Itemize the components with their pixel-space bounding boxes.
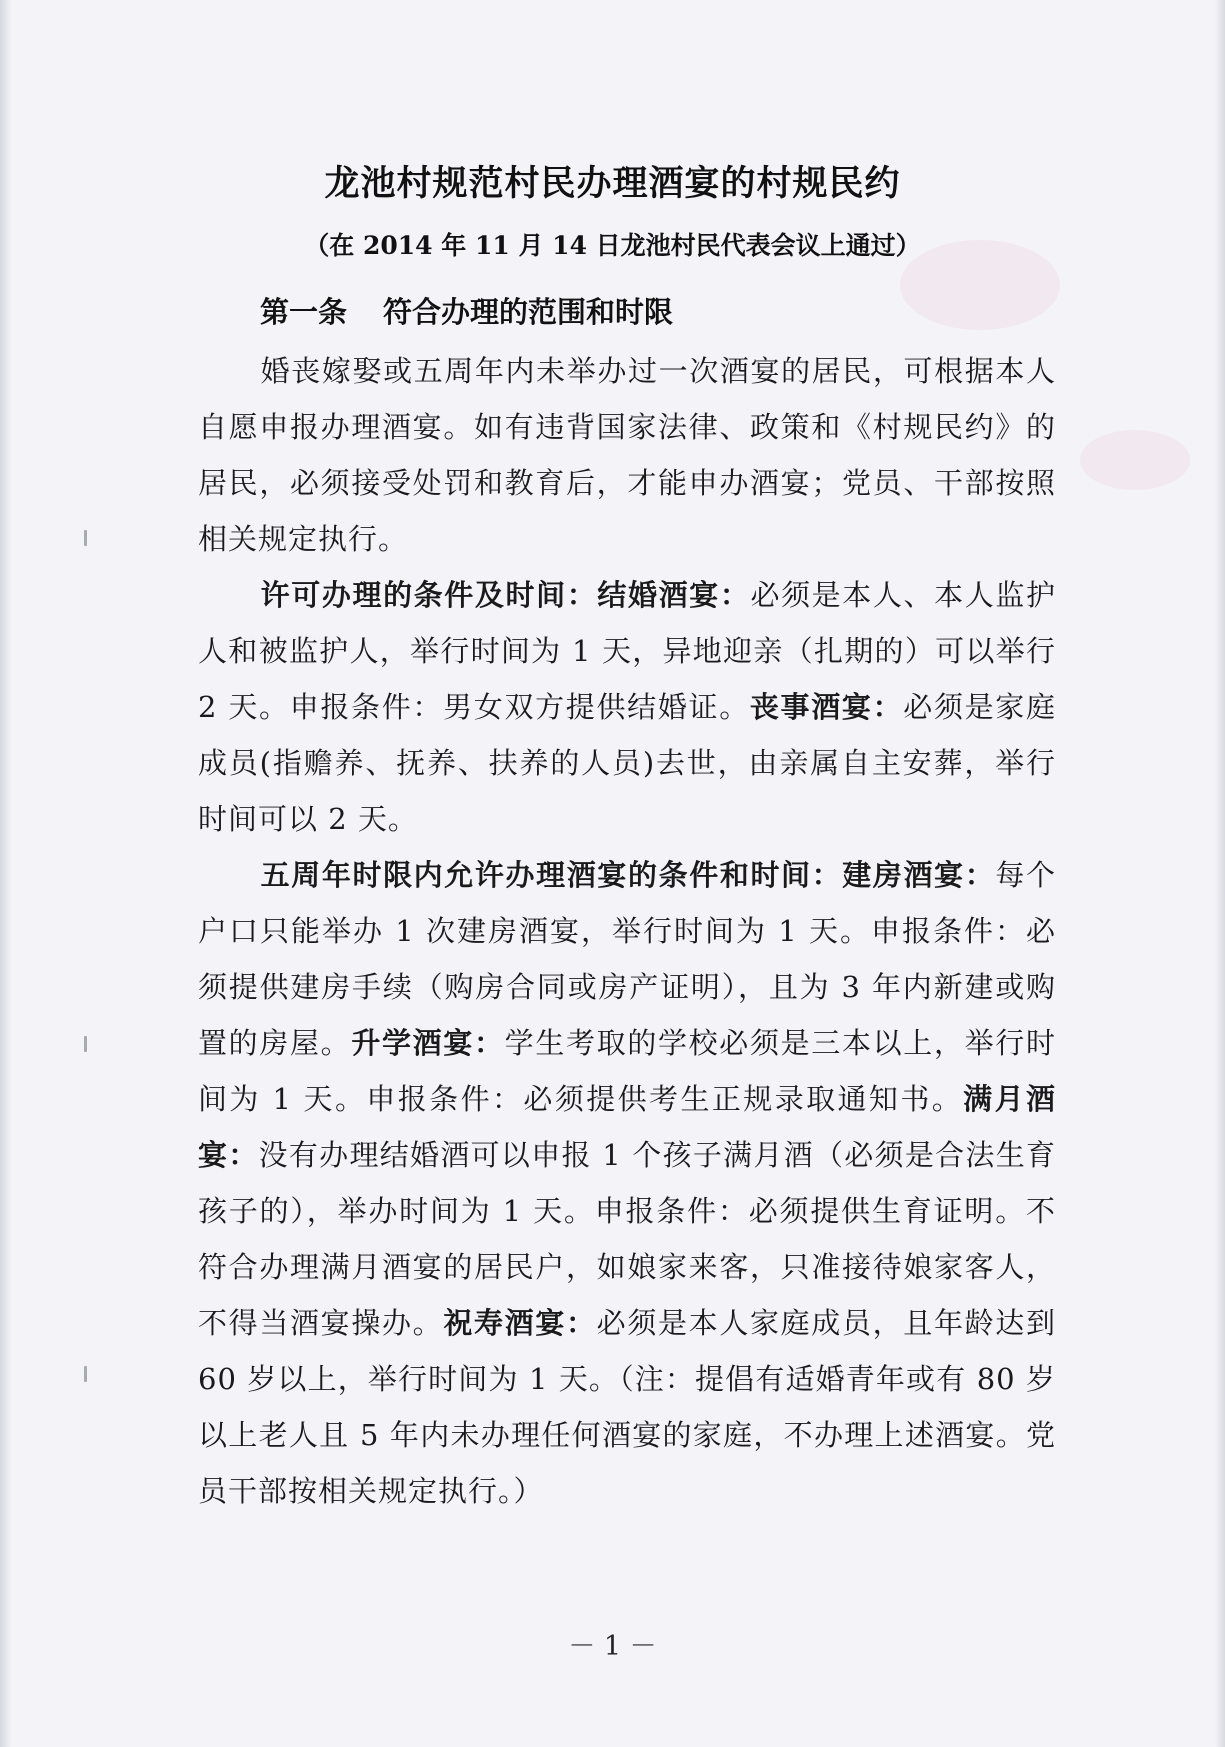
- paragraph-five-year: [198, 847, 1056, 1519]
- document-subtitle: （在 2014 年 11 月 14 日龙池村民代表会议上通过）: [304, 231, 921, 260]
- binding-mark: [84, 1036, 87, 1052]
- paragraph-fullmonth-lead: 满月酒宴：: [198, 1082, 1056, 1172]
- paragraph-school-lead: 升学酒宴：: [351, 1026, 505, 1060]
- paragraph-wedding-text: 必须是本人、本人监护人和被监护人，举行时间为 1 天，异地迎亲（扎期的）可以举行 2 天。申报条件：男女双方提供结婚证。: [198, 578, 1056, 724]
- paragraph-fullmonth-text: 没有办理结婚酒可以申报 1 个孩子满月酒（必须是合法生育孩子的），举办时间为 1 天。申报条件：必须提供生育证明。不符合办理满月酒宴的居民户，如娘家来客，只准接待娘家客人，不得当酒宴操办。: [198, 1138, 1056, 1340]
- binding-mark: [84, 530, 87, 546]
- article-heading: [260, 290, 673, 331]
- paragraph-birthday-text: 必须是本人家庭成员，且年龄达到 60 岁以上，举行时间为 1 天。（注：提倡有适婚青年或有 80 岁以上老人且 5 年内未办理任何酒宴的家庭，不办理上述酒宴。党员干部按相关规定执行。）: [198, 1306, 1056, 1508]
- paragraph-wedding-lead: 许可办理的条件及时间：结婚酒宴：: [260, 578, 751, 612]
- article-number: 第一条: [260, 295, 348, 329]
- page-number: － 1 －: [568, 1631, 657, 1662]
- ink-smudge: [1080, 430, 1190, 490]
- paragraph-wedding-funeral: [198, 567, 1056, 847]
- paragraph-house-text: 每个户口只能举办 1 次建房酒宴，举行时间为 1 天。申报条件：必须提供建房手续（购房合同或房产证明），且为 3 年内新建或购置的房屋。: [198, 858, 1056, 1060]
- paragraph-birthday-lead: 祝寿酒宴：: [443, 1306, 597, 1340]
- paragraph-funeral-text: 必须是家庭成员(指赡养、抚养、扶养的人员)去世，由亲属自主安葬，举行时间可以 2 天。: [198, 690, 1056, 836]
- document-title: 龙池村规范村民办理酒宴的村规民约: [324, 163, 901, 204]
- page-right-edge: [1215, 0, 1225, 1747]
- paragraph-scope: [198, 343, 1056, 567]
- article-heading-text: 符合办理的范围和时限: [383, 295, 674, 329]
- paragraph-scope-text: 婚丧嫁娶或五周年内未举办过一次酒宴的居民，可根据本人自愿申报办理酒宴。如有违背国家法律、政策和《村规民约》的居民，必须接受处罚和教育后，才能申办酒宴；党员、干部按照相关规定执行。: [198, 354, 1056, 556]
- paragraph-house-lead: 五周年时限内允许办理酒宴的条件和时间：建房酒宴：: [260, 858, 996, 892]
- binding-mark: [84, 1366, 87, 1382]
- paragraph-funeral-lead: 丧事酒宴：: [749, 690, 904, 724]
- page-left-edge: [0, 0, 12, 1747]
- paragraph-school-text: 学生考取的学校必须是三本以上，举行时间为 1 天。申报条件：必须提供考生正规录取通知书。: [198, 1026, 1056, 1116]
